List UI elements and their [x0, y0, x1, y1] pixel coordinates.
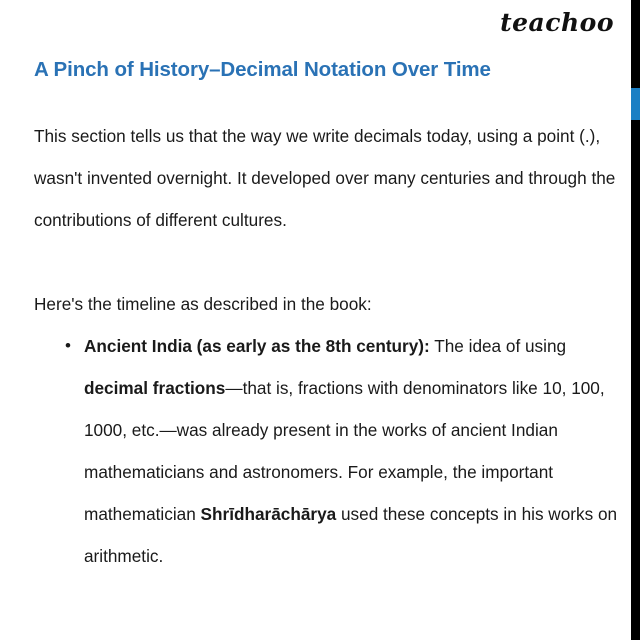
document-content [34, 115, 630, 577]
page-title: A Pinch of History–Decimal Notation Over Time [34, 57, 491, 81]
paragraph-timeline-lead: Here's the timeline as described in the book: [34, 294, 372, 314]
list-item-text-1: The idea of using [429, 336, 567, 356]
right-rail-blue-accent [631, 88, 640, 120]
bullet-icon: • [65, 336, 71, 355]
teachoo-logo: teachoo [500, 8, 614, 37]
right-rail-black-bottom [631, 120, 640, 640]
list-item-text-2: —that is, fractions with denominators like 10, 100, 1000, etc.—was already present in the works of ancient Indian mathematicians and astronomers. For example, the important mathematician [84, 378, 605, 524]
list-item-lead: Ancient India (as early as the 8th century): [84, 336, 430, 356]
list-item-emphasis-1: decimal fractions [84, 378, 226, 398]
list-item-emphasis-2: Shrīdharāchārya [200, 504, 337, 524]
list-item [34, 325, 630, 577]
paragraph-intro: This section tells us that the way we write decimals today, using a point (.), wasn't invented overnight. It developed over many centuries and through the contributions of different cultures. [34, 126, 616, 230]
list-item-text-3: used these concepts in his works on arithmetic. [84, 504, 618, 566]
timeline-list [34, 325, 630, 577]
right-rail-black-top [631, 0, 640, 88]
paragraph-spacer [34, 241, 630, 283]
